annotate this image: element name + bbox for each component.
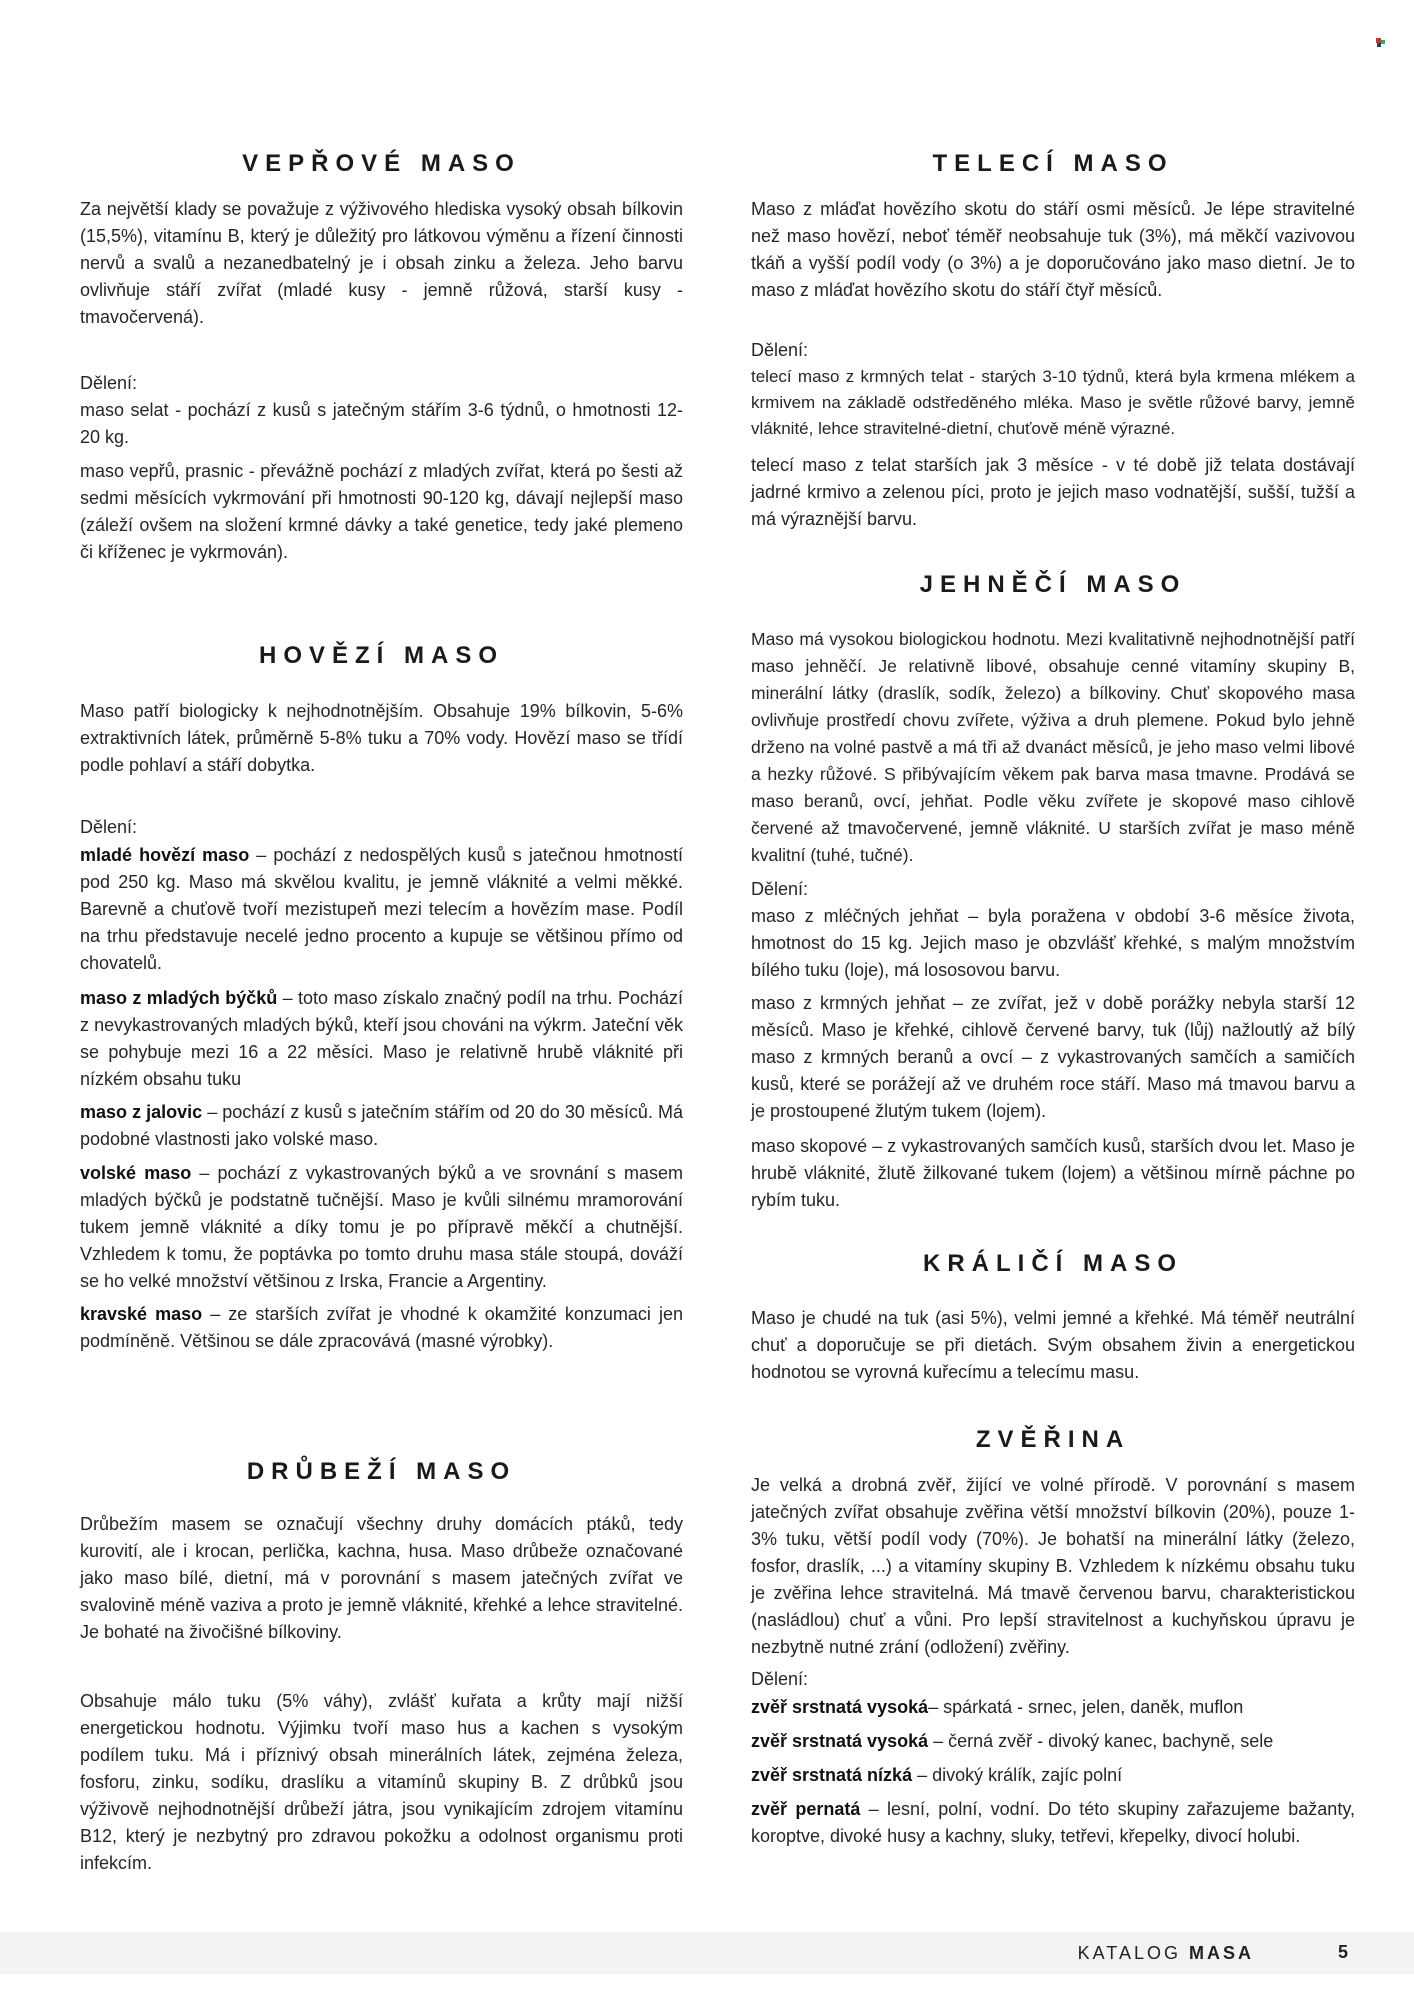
kralici-p1: Maso je chudé na tuk (asi 5%), velmi jemné a křehké. Má téměř neutrální chuť a doporučuje se při dietách. Svým obsahem živin a energetickou hodnotou se vyrovná kuřecímu a telecímu masu. — [751, 1308, 1355, 1382]
hovezi-text: – pochází z kusů s jatečním stářím od 20 do 30 měsíců. Má podobné vlastnosti jako volské maso. — [80, 1102, 683, 1149]
hovezi-term: mladé hovězí maso — [80, 845, 250, 865]
hovezi-intro: Maso patří biologicky k nejhodnotnějším. Obsahuje 19% bílkovin, 5-6% extraktivních látek, průměrně 5-8% tuku a 70% vody. Hovězí maso se třídí podle pohlaví a stáří dobytka. — [80, 701, 683, 775]
hovezi-item-kravske — [80, 1301, 683, 1355]
veprove-intro: Za největší klady se považuje z výživového hlediska vysoký obsah bílkovin (15,5%), vitamínu B, který je důležitý pro látkovou výměnu a řízení činnosti nervů a svalů a nezanedbatelný je i obsah zinku a železa. Jeho barvu ovlivňuje stáří zvířat (mladé kusy - jemně růžová, starší kusy - tmavočervená). — [80, 199, 683, 327]
jehneci-p1: maso z mléčných jehňat – byla poražena v období 3-6 měsíce života, hmotnost do 15 kg. Jejich maso je obzvlášť křehké, s malým množstvím bílého tuku (loje), má lososovou barvu. — [751, 906, 1355, 980]
zverina-deleni-label: Dělení: — [751, 1669, 809, 1689]
zverina-item — [751, 1796, 1355, 1850]
teleci-deleni-label: Dělení: — [751, 340, 809, 360]
jehneci-deleni-label: Dělení: — [751, 879, 809, 899]
hovezi-term: maso z jalovic — [80, 1102, 203, 1122]
hovezi-term: volské maso — [80, 1163, 192, 1183]
footer-masa-word: MASA — [1189, 1943, 1254, 1963]
hovezi-item-volske — [80, 1160, 683, 1295]
zverina-term: zvěř srstnatá vysoká — [751, 1731, 929, 1751]
teleci-intro: Maso z mláďat hovězího skotu do stáří osmi měsíců. Je lépe stravitelné než maso hovězí, neboť téměř neobsahuje tuk (3%), má měkčí vazivovou tkáň a vyšší podíl vody (o 3%) a je doporučováno jako maso dietní. Je to maso z mláďat hovězího skotu do stáří čtyř měsíců. — [751, 199, 1355, 300]
hovezi-deleni-label: Dělení: — [80, 817, 138, 837]
zverina-text: – lesní, polní, vodní. Do této skupiny zařazujeme bažanty, koroptve, divoké husy a kachny, sluky, tetřevi, křepelky, divocí holubi. — [751, 1799, 1355, 1846]
hovezi-term: maso z mladých býčků — [80, 988, 278, 1008]
heading-veprove-maso: VEPŘOVÉ MASO — [242, 150, 521, 177]
page-number: 5 — [1337, 1942, 1348, 1962]
jehneci-p3: maso skopové – z vykastrovaných samčích kusů, starších dvou let. Maso je hrubě vláknité, žlutě žilkované tukem (lojem) a většinou mírně páchne po rybím tuku. — [751, 1136, 1355, 1210]
hovezi-text: – toto maso získalo značný podíl na trhu. Pochází z nevykastrovaných mladých býků, kteří jsou chováni na výkrm. Jateční věk se pohybuje mezi 16 a 22 měsíci. Maso je relativně hrubě vláknité při nízkém obsahu tuku — [80, 988, 683, 1089]
zverina-text: – divoký králík, zajíc polní — [912, 1765, 1123, 1785]
hovezi-item-mlade — [80, 842, 683, 977]
heading-zverina: ZVĚŘINA — [975, 1426, 1131, 1453]
zverina-text: – spárkatá - srnec, jelen, daněk, muflon — [928, 1697, 1244, 1717]
hovezi-text: – pochází z vykastrovaných býků a ve srovnání s masem mladých býčků je podstatně tučnější. Maso je kvůli silnému mramorování tukem jemně vláknité a díky tomu je po přípravě měkčí a chutnější. Vzhledem k tomu, že poptávka po tomto druhu masa stále stoupá, dováží se ho velké množství většinou z Irska, Francie a Argentiny. — [80, 1163, 683, 1291]
hovezi-term: kravské maso — [80, 1304, 203, 1324]
hovezi-item-jalovic — [80, 1099, 683, 1153]
zverina-term: zvěř srstnatá nízká — [751, 1765, 913, 1785]
teleci-p2: telecí maso z telat starších jak 3 měsíce - v té době již telata dostávají jadrné krmivo a zelenou píci, proto je jejich maso vodnatější, sušší, tužší a má výraznější barvu. — [751, 455, 1355, 529]
jehneci-intro: Maso má vysokou biologickou hodnotu. Mezi kvalitativně nejhodnotnější patří maso jehněčí. Je relativně libové, obsahuje cenné vitamíny skupiny B, minerální látky (draslík, sodík, železo) a bílkoviny. Chuť skopového masa ovlivňuje prostředí chovu zvířete, výživa a druh plemene. Pokud bylo jehně drženo na volné pastvě a má tři až dvanáct měsíců, je jeho maso velmi libové a hezky růžové. S přibývajícím věkem pak barva masa tmavne. Prodává se maso beranů, ovcí, jehňat. Podle věku zvířete je skopové maso cihlově červené až tmavočervené, jemně vláknité. U starších zvířat je maso méně kvalitní (tuhé, tučné). — [751, 629, 1355, 865]
veprove-vepru: maso vepřů, prasnic - převážně pochází z mladých zvířat, která po šesti až sedmi měsících vykrmování při hmotnosti 90-120 kg, dávají nejlepší maso (záleží ovšem na složení krmné dávky a také genetice, tedy jaké plemeno či kříženec je vykrmován). — [80, 461, 683, 562]
logo-icon — [1376, 38, 1386, 48]
jehneci-p2: maso z krmných jehňat – ze zvířat, jež v době porážky nebyla starší 12 měsíců. Maso je křehké, cihlově červené barvy, tuk (lůj) nažloutlý až bílý maso z krmných beranů a ovcí – z vykastrovaných samčích a samičích kusů, které se porážejí až ve druhém roce stáří. Maso má tmavou barvu a je prostoupené žlutým tukem (lojem). — [751, 993, 1355, 1121]
footer-catalog-word: KATALOG — [1077, 1943, 1181, 1963]
heading-teleci-maso: TELECÍ MASO — [932, 150, 1174, 177]
veprove-deleni-label: Dělení: — [80, 373, 138, 393]
teleci-p1: telecí maso z krmných telat - starých 3-10 týdnů, která byla krmena mlékem a krmivem na základě odstředěného mléka. Maso je světle růžové barvy, jemně vláknité, lehce stravitelné-dietní, chuťově méně výrazné. — [751, 367, 1355, 438]
zverina-intro: Je velká a drobná zvěř, žijící ve volné přírodě. V porovnání s masem jatečných zvířat obsahuje zvěřina větší množství bílkovin (20%), pouze 1-3% tuku, větší podíl vody (70%). Je bohatší na minerální látky (železo, fosfor, draslík, ...) a vitamíny skupiny B. Vzhledem k nízkému obsahu tuku je zvěřina lehce stravitelná. Má tmavě červenou barvu, charakteristickou (nasládlou) chuť a vůni. Pro lepší stravitelnost a kuchyňskou úpravu je nezbytně nutné zrání (odložení) zvěřiny. — [751, 1475, 1355, 1657]
footer-catalog-title — [1078, 1943, 1254, 1964]
zverina-text: – černá zvěř - divoký kanec, bachyně, sele — [928, 1731, 1274, 1751]
zverina-term: zvěř srstnatá vysoká — [751, 1697, 929, 1717]
zverina-term: zvěř pernatá — [751, 1799, 861, 1819]
drubezi-p1: Drůbežím masem se označují všechny druhy domácích ptáků, tedy kurovití, ale i krocan, perlička, kachna, husa. Maso drůbeže označované jako maso bílé, dietní, má v porovnání s masem jatečných zvířat ve svalovině méně vaziva a proto je jemně vláknité, křehké a lehce stravitelné. Je bohaté na živočišné bílkoviny. — [80, 1514, 683, 1642]
hovezi-text: – pochází z nedospělých kusů s jatečnou hmotností pod 250 kg. Maso má skvělou kvalitu, je jemně vláknité a velmi měkké. Barevně a chuťově tvoří mezistupeň mezi telecím a hovězím mase. Podíl na trhu představuje necelé jedno procento a kupuje se většinou přímo od chovatelů. — [80, 845, 683, 973]
heading-drubezi-maso: DRŮBEŽÍ MASO — [246, 1458, 517, 1485]
zverina-item — [751, 1694, 1355, 1721]
heading-jehneci-maso: JEHNĚČÍ MASO — [919, 571, 1187, 598]
heading-hovezi-maso: HOVĚZÍ MASO — [258, 642, 504, 669]
hovezi-item-bycku — [80, 985, 683, 1093]
veprove-selat: maso selat - pochází z kusů s jatečným stářím 3-6 týdnů, o hmotnosti 12-20 kg. — [80, 400, 683, 447]
zverina-item — [751, 1728, 1355, 1755]
hovezi-text: – ze starších zvířat je vhodné k okamžité konzumaci jen podmíněně. Většinou se dále zpracovává (masné výrobky). — [80, 1304, 683, 1351]
drubezi-p2: Obsahuje málo tuku (5% váhy), zvlášť kuřata a krůty mají nižší energetickou hodnotu. Výjimku tvoří maso hus a kachen s vysokým podílem tuku. Má i příznivý obsah minerálních látek, zejména železa, fosforu, zinku, sodíku, draslíku a vitamínů skupiny B. Z drůbků jsou výživově nejhodnotnější drůbeží játra, jsou vynikajícím zdrojem vitamínu B12, který je nezbytný pro zdravou pokožku a odolnost organismu proti infekcím. — [80, 1691, 683, 1873]
zverina-item — [751, 1762, 1355, 1789]
heading-kralici-maso: KRÁLIČÍ MASO — [923, 1250, 1183, 1277]
